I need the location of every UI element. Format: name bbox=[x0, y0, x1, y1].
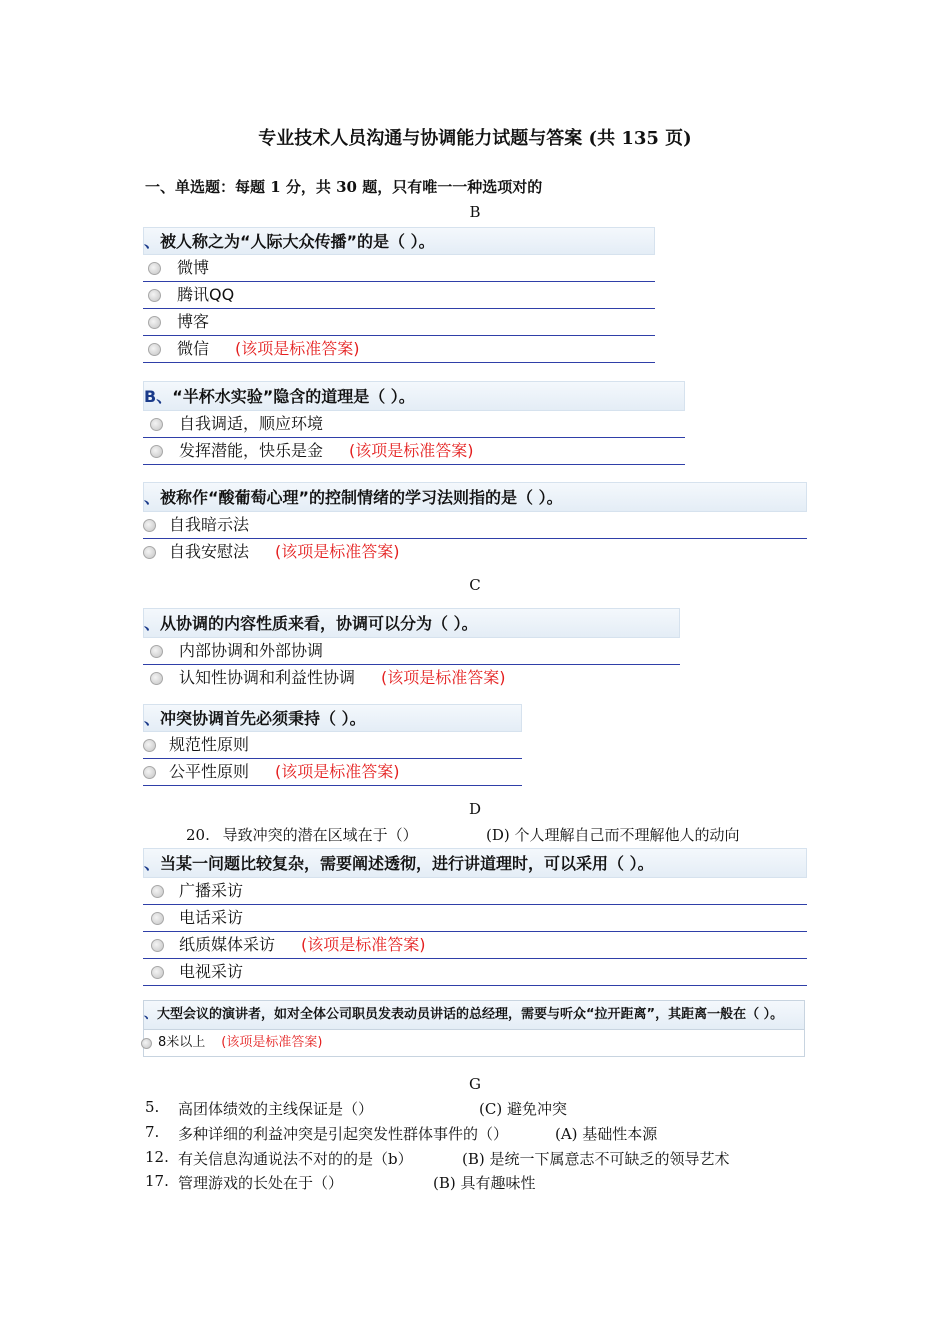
section-heading: 一、单选题：每题 1 分，共 30 题，只有唯一一种选项对的 bbox=[145, 178, 543, 196]
option-row[interactable] bbox=[143, 336, 655, 363]
option-label: 自我安慰法 bbox=[169, 542, 250, 561]
radio-icon[interactable] bbox=[151, 885, 164, 898]
question-number: 20. bbox=[186, 826, 210, 844]
radio-icon[interactable] bbox=[151, 939, 164, 952]
answer-choice: (D) 个人理解自己而不理解他人的动向 bbox=[486, 826, 740, 844]
option-row[interactable] bbox=[143, 638, 680, 665]
option-label: 认知性协调和利益性协调 bbox=[179, 668, 356, 687]
option-row[interactable] bbox=[144, 1029, 804, 1056]
option-row[interactable] bbox=[143, 959, 807, 986]
correct-answer-note: (该项是标准答案) bbox=[349, 441, 474, 460]
question-heading bbox=[143, 227, 655, 255]
question-card bbox=[143, 848, 807, 986]
option-row[interactable] bbox=[143, 732, 522, 759]
correct-answer-note: (该项是标准答案) bbox=[301, 935, 426, 954]
question-text: 有关信息沟通说法不对的的是（b） bbox=[178, 1150, 413, 1168]
option-row[interactable] bbox=[143, 411, 685, 438]
answer-letter: C bbox=[469, 576, 481, 594]
option-row[interactable] bbox=[143, 665, 680, 692]
question-heading bbox=[143, 482, 807, 512]
question-number: B、 bbox=[144, 387, 173, 406]
option-row[interactable] bbox=[143, 255, 655, 282]
option-row[interactable] bbox=[143, 905, 807, 932]
question-number: 、 bbox=[144, 232, 161, 251]
option-label: 8米以上 bbox=[158, 1035, 206, 1050]
option-row[interactable] bbox=[143, 512, 807, 539]
option-row[interactable] bbox=[143, 878, 807, 905]
option-row[interactable] bbox=[143, 309, 655, 336]
option-label: 博客 bbox=[177, 312, 210, 331]
option-label: 内部协调和外部协调 bbox=[179, 641, 324, 660]
question-text: 从协调的内容性质来看，协调可以分为（ ）。 bbox=[160, 614, 478, 633]
option-row[interactable] bbox=[143, 282, 655, 309]
correct-answer-note: (该项是标准答案) bbox=[381, 668, 506, 687]
question-card bbox=[143, 381, 685, 465]
question-heading bbox=[143, 704, 522, 732]
option-label: 发挥潜能，快乐是金 bbox=[179, 441, 324, 460]
option-label: 微信 bbox=[177, 339, 210, 358]
radio-icon[interactable] bbox=[150, 672, 163, 685]
question-heading bbox=[143, 848, 807, 878]
correct-answer-note: (该项是标准答案) bbox=[275, 762, 400, 781]
question-card bbox=[143, 1000, 805, 1057]
radio-icon[interactable] bbox=[150, 445, 163, 458]
answer-letter: B bbox=[469, 203, 481, 221]
option-label: 腾讯QQ bbox=[177, 285, 235, 304]
question-heading bbox=[143, 381, 685, 411]
question-number: 、 bbox=[144, 614, 161, 633]
radio-icon[interactable] bbox=[148, 343, 161, 356]
question-number: 7. bbox=[145, 1123, 160, 1141]
question-text: 被称作“酸葡萄心理”的控制情绪的学习法则指的是（ ）。 bbox=[160, 488, 563, 507]
question-number: 5. bbox=[145, 1098, 160, 1116]
question-card bbox=[143, 704, 522, 786]
option-label: 自我调适，顺应环境 bbox=[179, 414, 324, 433]
question-text: 被人称之为“人际大众传播”的是（ ）。 bbox=[160, 232, 435, 251]
question-number: 、 bbox=[144, 854, 161, 873]
option-label: 广播采访 bbox=[179, 881, 244, 900]
radio-icon[interactable] bbox=[143, 546, 156, 559]
correct-answer-note: (该项是标准答案) bbox=[235, 339, 360, 358]
question-heading bbox=[143, 608, 680, 638]
radio-icon[interactable] bbox=[151, 912, 164, 925]
option-label: 微博 bbox=[177, 258, 210, 277]
answer-choice: (A) 基础性本源 bbox=[555, 1125, 658, 1143]
answer-line bbox=[145, 1148, 169, 1166]
question-number: 12. bbox=[145, 1148, 169, 1166]
question-text: 当某一问题比较复杂，需要阐述透彻，进行讲道理时，可以采用（ ）。 bbox=[160, 854, 654, 873]
question-card bbox=[143, 227, 655, 363]
radio-icon[interactable] bbox=[151, 966, 164, 979]
option-row[interactable] bbox=[143, 932, 807, 959]
question-number: 、 bbox=[144, 488, 161, 507]
question-text: 冲突协调首先必须秉持（ ）。 bbox=[160, 709, 366, 728]
answer-choice: (B) 具有趣味性 bbox=[433, 1174, 536, 1192]
radio-icon[interactable] bbox=[141, 1038, 152, 1049]
question-text: “半杯水实验”隐含的道理是（ ）。 bbox=[172, 387, 415, 406]
question-card bbox=[143, 482, 807, 566]
answer-line bbox=[145, 1123, 159, 1141]
radio-icon[interactable] bbox=[143, 739, 156, 752]
question-number: 、 bbox=[144, 709, 161, 728]
radio-icon[interactable] bbox=[143, 519, 156, 532]
option-label: 自我暗示法 bbox=[169, 515, 250, 534]
option-label: 公平性原则 bbox=[169, 762, 250, 781]
option-label: 电话采访 bbox=[179, 908, 244, 927]
question-text: 导致冲突的潜在区域在于（） bbox=[222, 826, 418, 844]
question-text: 管理游戏的长处在于（） bbox=[178, 1174, 344, 1192]
question-number: 、 bbox=[144, 1007, 158, 1022]
option-row[interactable] bbox=[143, 438, 685, 465]
question-number: 17. bbox=[145, 1172, 169, 1190]
question-card bbox=[143, 608, 680, 692]
answer-letter: G bbox=[469, 1075, 481, 1093]
radio-icon[interactable] bbox=[150, 645, 163, 658]
correct-answer-note: (该项是标准答案) bbox=[275, 542, 400, 561]
option-row[interactable] bbox=[143, 759, 522, 786]
answer-line bbox=[186, 824, 418, 845]
question-text: 高团体绩效的主线保证是（） bbox=[178, 1100, 374, 1118]
radio-icon[interactable] bbox=[150, 418, 163, 431]
answer-choice: (C) 避免冲突 bbox=[479, 1100, 567, 1118]
option-label: 纸质媒体采访 bbox=[179, 935, 276, 954]
option-label: 电视采访 bbox=[179, 962, 244, 981]
radio-icon[interactable] bbox=[143, 766, 156, 779]
radio-icon[interactable] bbox=[148, 316, 161, 329]
answer-line bbox=[145, 1172, 169, 1190]
page-title: 专业技术人员沟通与协调能力试题与答案 (共 135 页) bbox=[258, 128, 692, 149]
question-heading bbox=[144, 1001, 804, 1029]
answer-choice: (B) 是统一下属意志不可缺乏的领导艺术 bbox=[462, 1150, 730, 1168]
correct-answer-note: (该项是标准答案) bbox=[221, 1035, 323, 1050]
radio-icon[interactable] bbox=[148, 262, 161, 275]
question-text: 多种详细的利益冲突是引起突发性群体事件的（） bbox=[178, 1125, 509, 1143]
question-text: 大型会议的演讲者，如对全体公司职员发表动员讲话的总经理，需要与听众“拉开距离”，其距离一般在（ ）。 bbox=[157, 1007, 784, 1022]
option-row[interactable] bbox=[143, 539, 807, 566]
option-label: 规范性原则 bbox=[169, 735, 250, 754]
radio-icon[interactable] bbox=[148, 289, 161, 302]
answer-line bbox=[145, 1098, 159, 1116]
answer-letter: D bbox=[468, 800, 482, 818]
